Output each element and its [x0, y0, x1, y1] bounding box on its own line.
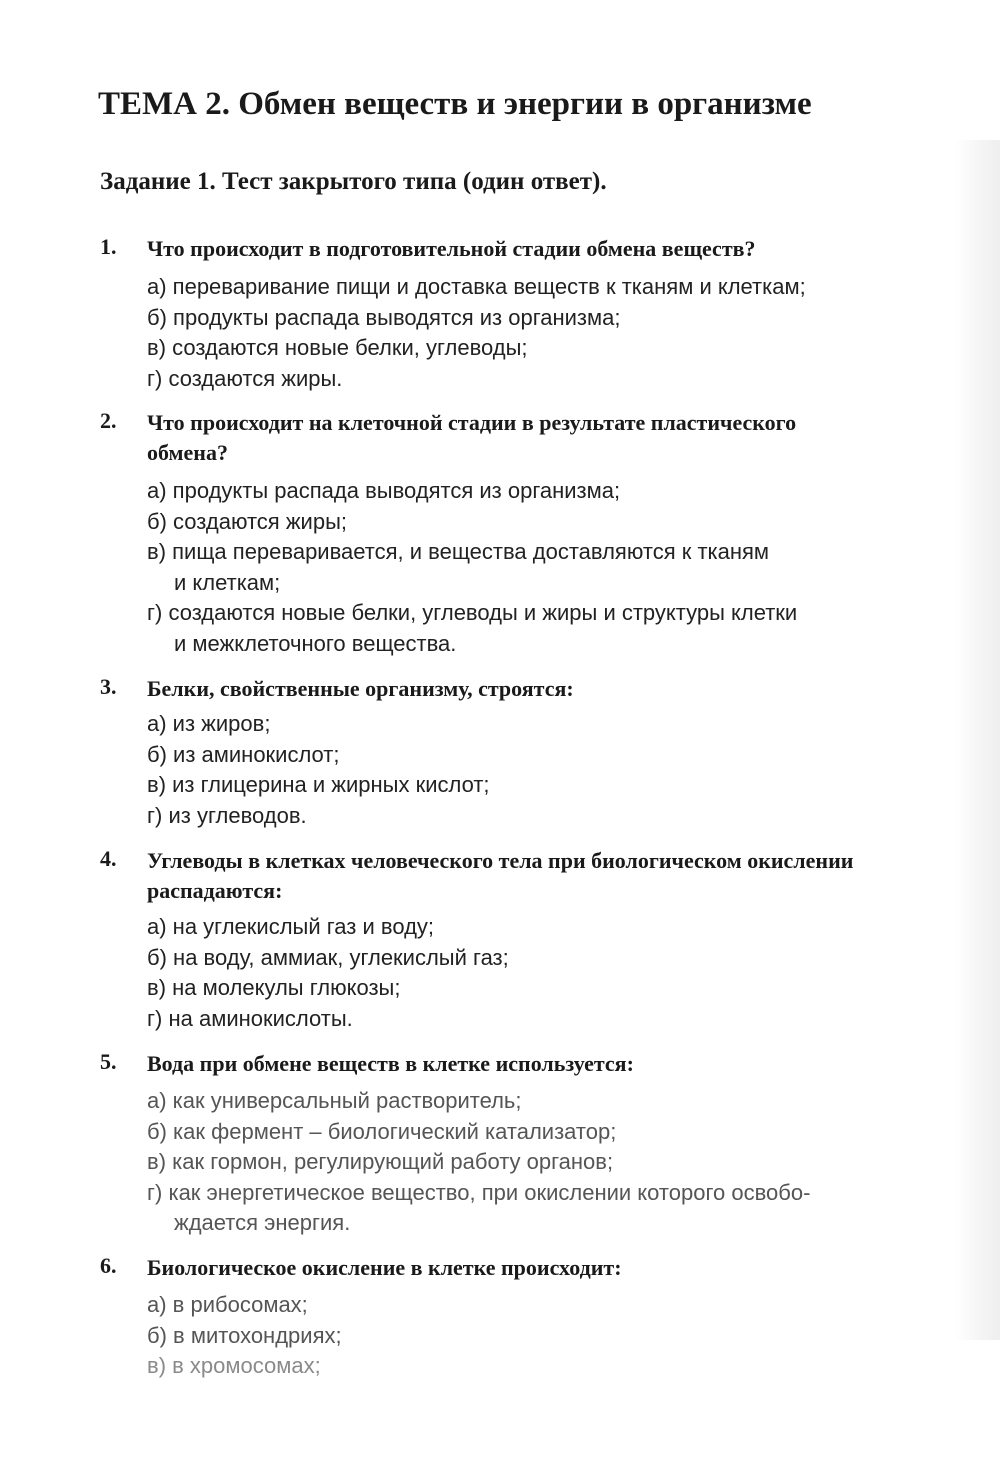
option-d: г) создаются новые белки, углеводы и жиры и структуры клетки [147, 600, 798, 625]
question-text [147, 1049, 967, 1079]
page-title: ТЕМА 2. Обмен веществ и энергии в организме [98, 86, 812, 122]
option-c: в) создаются новые белки, углеводы; [147, 335, 528, 360]
option-d-continued: ждается энергия. [174, 1210, 351, 1235]
question-number: 2. [100, 408, 117, 433]
option-b: б) создаются жиры; [147, 508, 347, 534]
question-text-line: Углеводы в клетках человеческого тела при биологическом окислении [147, 848, 854, 873]
question-text [147, 1253, 967, 1283]
option-d: г) создаются жиры. [147, 365, 343, 391]
question-6-options [147, 1290, 947, 1382]
question-number: 3. [100, 674, 117, 699]
question-text-line: обмена? [147, 440, 228, 465]
question-text-line: распадаются: [147, 878, 283, 903]
option-c: в) на молекулы глюкозы; [147, 975, 401, 1000]
option-d: г) как энергетическое вещество, при окислении которого освобо- [147, 1179, 811, 1205]
question-number: 5. [100, 1049, 117, 1074]
option-a: а) в рибосомах; [147, 1292, 308, 1317]
option-c: в) из глицерина и жирных кислот; [147, 772, 490, 797]
question-text-line: Белки, свойственные организму, строятся: [147, 676, 574, 701]
option-a: а) переваривание пищи и доставка веществ к тканям и клеткам; [147, 274, 806, 299]
option-d: г) из углеводов. [147, 802, 307, 828]
option-c: в) пища переваривается, и вещества доставляются к тканям [147, 539, 770, 564]
option-d-continued: и межклеточного вещества. [174, 630, 457, 656]
question-5-options [147, 1086, 947, 1239]
option-d: г) на аминокислоты. [147, 1005, 353, 1031]
option-c-continued: и клеткам; [174, 569, 281, 595]
option-b: б) на воду, аммиак, углекислый газ; [147, 944, 509, 970]
question-text-line: Что происходит на клеточной стадии в результате пластического [147, 410, 797, 435]
option-b: б) продукты распада выводятся из организма; [147, 304, 621, 330]
question-text [147, 408, 967, 468]
option-b: б) в митохондриях; [147, 1322, 342, 1348]
option-b: б) из аминокислот; [147, 741, 340, 767]
question-text [147, 674, 967, 704]
option-a: а) как универсальный растворитель; [147, 1088, 522, 1113]
question-3-options [147, 709, 947, 831]
question-text [147, 846, 967, 906]
question-number: 6. [100, 1253, 117, 1278]
question-2-options [147, 476, 947, 659]
page-edge-shadow [955, 140, 1000, 1340]
option-c: в) как гормон, регулирующий работу органов; [147, 1149, 614, 1174]
question-text-line: Биологическое окисление в клетке происходит: [147, 1255, 622, 1280]
option-a: а) на углекислый газ и воду; [147, 914, 435, 939]
option-c: в) в хромосомах; [147, 1353, 321, 1378]
question-text-line: Что происходит в подготовительной стадии обмена веществ? [147, 236, 756, 261]
question-text-line: Вода при обмене веществ в клетке используется: [147, 1051, 634, 1076]
question-number: 1. [100, 234, 117, 259]
question-4-options [147, 912, 947, 1034]
option-a: а) продукты распада выводятся из организма; [147, 478, 621, 503]
question-text [147, 234, 967, 264]
option-a: а) из жиров; [147, 711, 271, 736]
option-b: б) как фермент – биологический катализатор; [147, 1118, 617, 1144]
task-heading: Задание 1. Тест закрытого типа (один ответ). [100, 168, 607, 195]
question-number: 4. [100, 846, 117, 871]
question-1-options [147, 272, 947, 394]
